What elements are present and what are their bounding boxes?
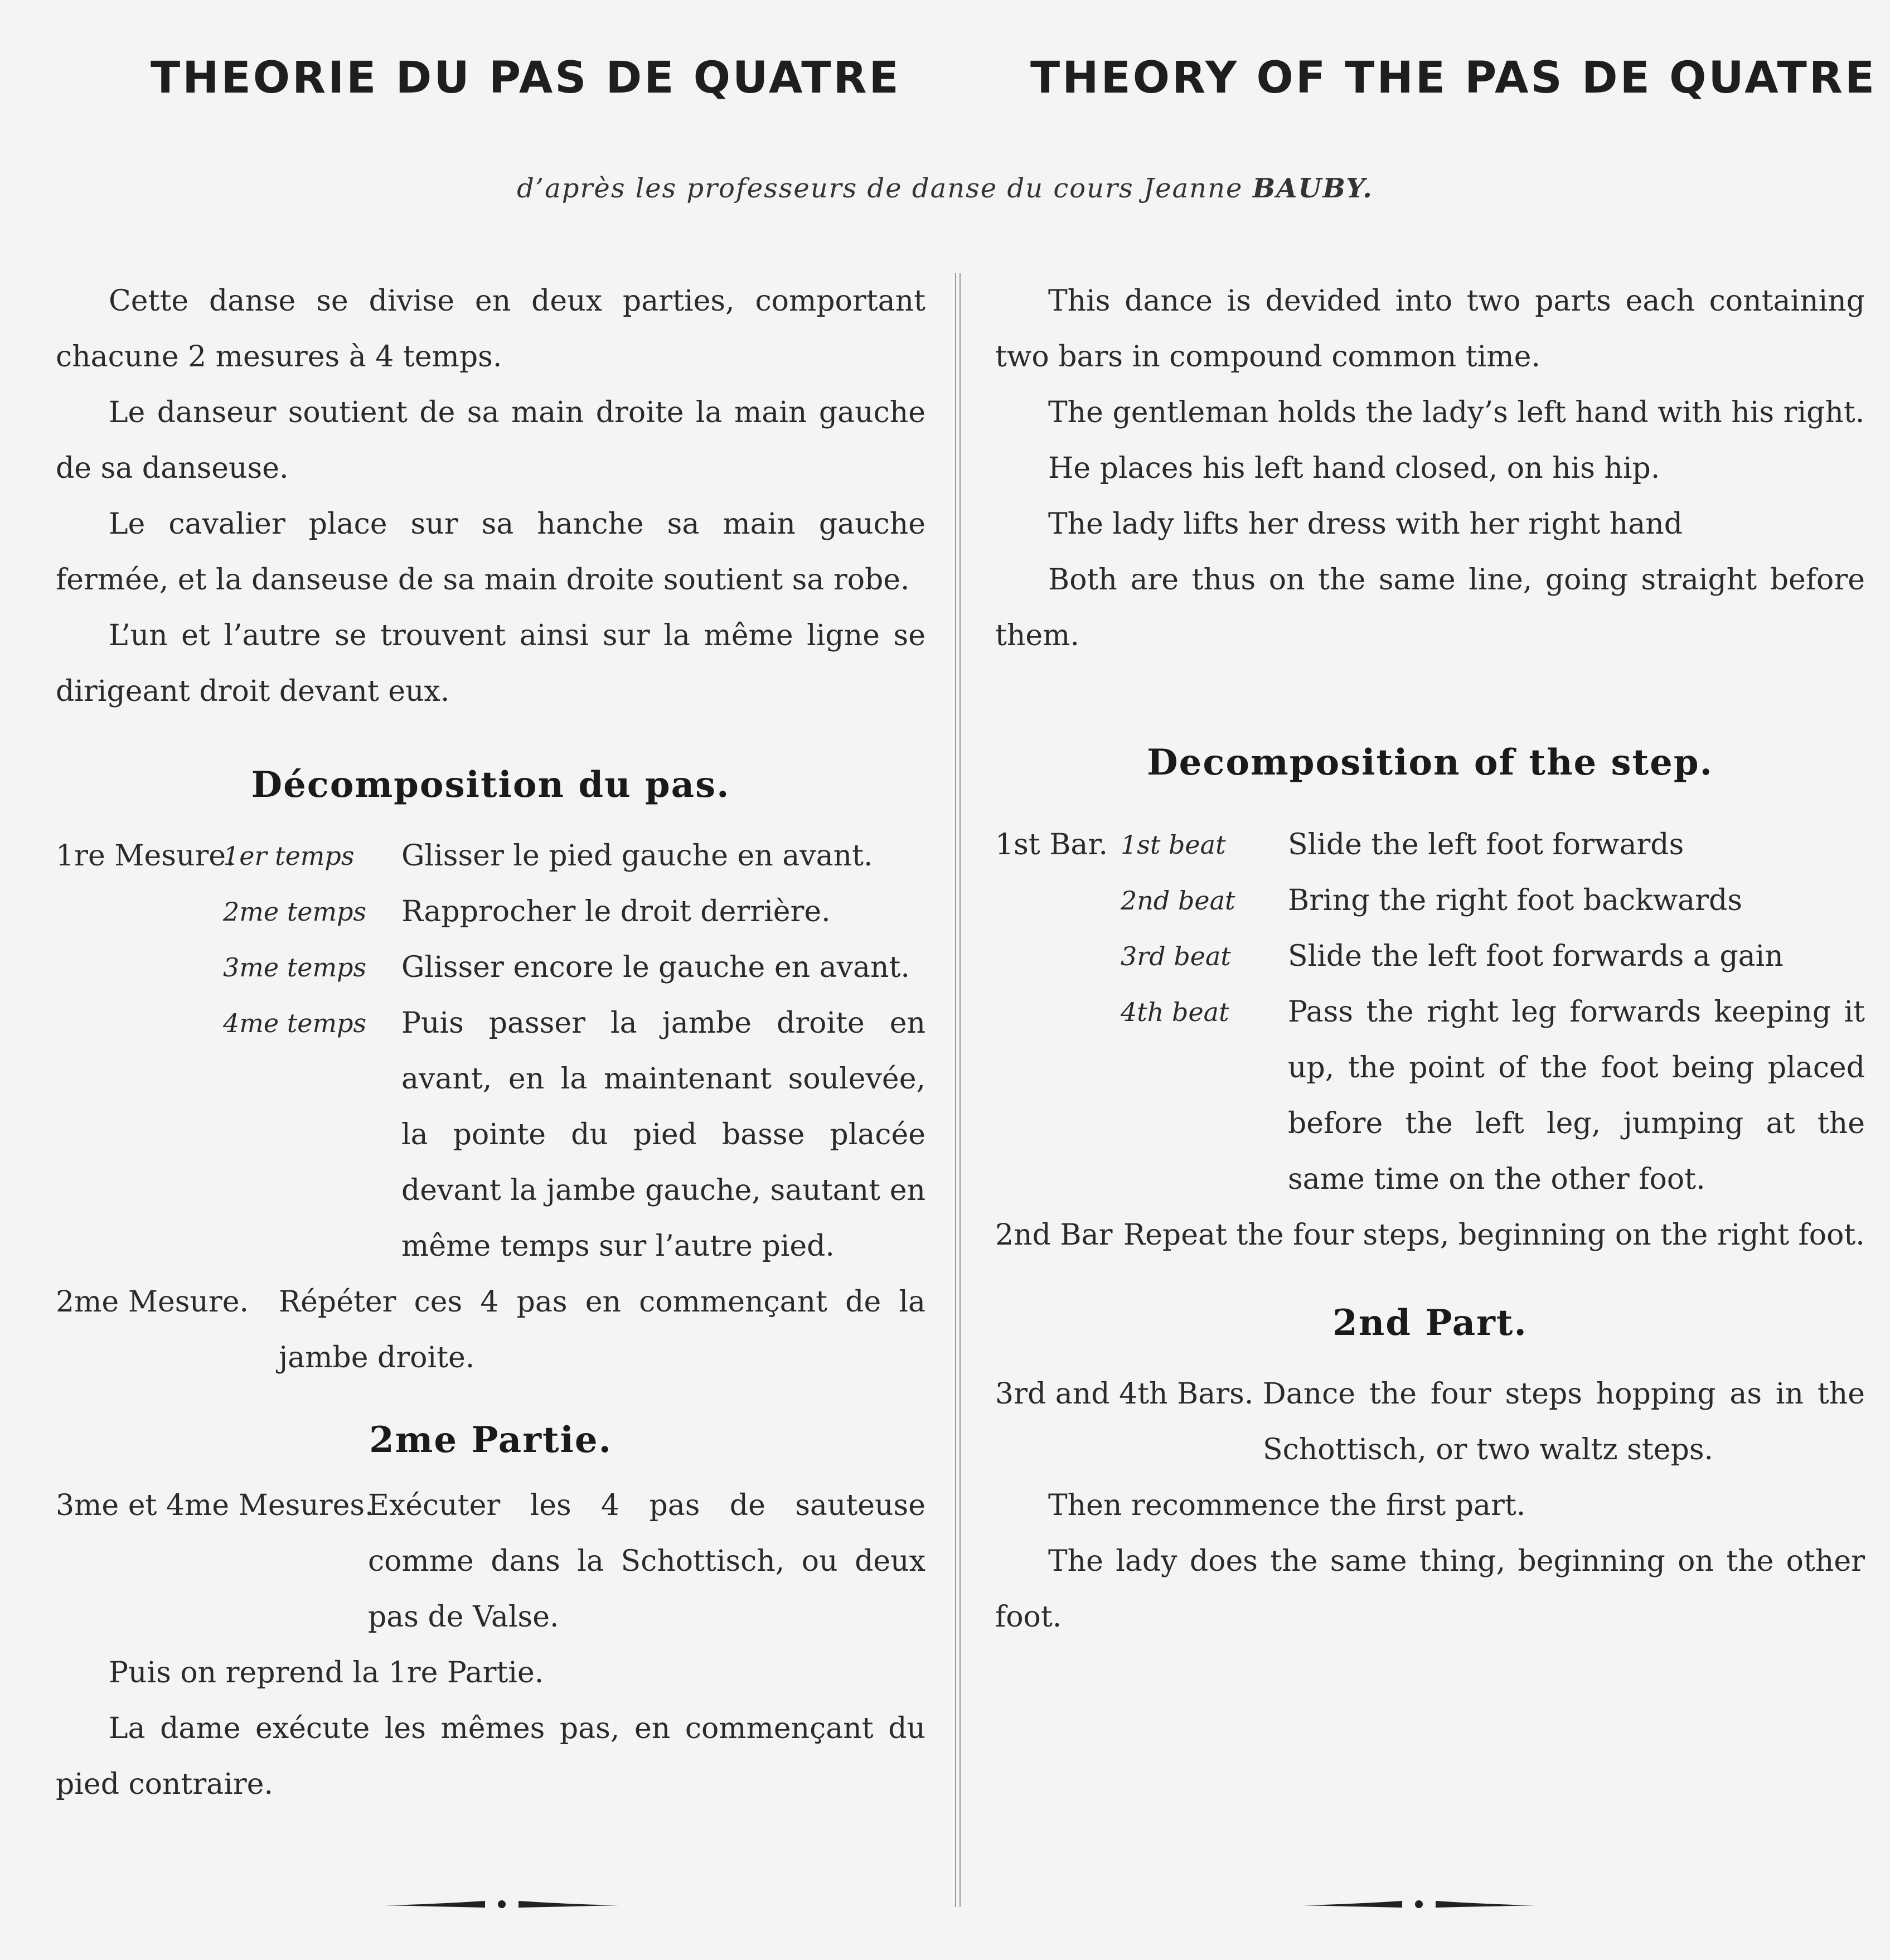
english-beat-2 [995, 873, 1865, 928]
french-beat-1 [56, 828, 925, 884]
french-beat-4 [56, 995, 925, 1274]
beat-text: Bring the right foot backwards [1288, 884, 1742, 917]
mesures-3-4-label: 3me et 4me Mesures. [56, 1489, 374, 1522]
mesure-1-label: 1re Mesure. [56, 839, 235, 873]
english-bar-2 [995, 1207, 1865, 1263]
french-title: THEORIE DU PAS DE QUATRE [151, 53, 901, 103]
english-title: THEORY OF THE PAS DE QUATRE [1030, 53, 1877, 103]
beat-label: 2me temps [223, 897, 367, 927]
beat-text: Rapprocher le droit derrière. [401, 895, 831, 928]
beat-label: 3rd beat [1121, 941, 1231, 971]
beat-label: 2nd beat [1121, 885, 1235, 916]
french-paragraph: L’un et l’autre se trouvent ainsi sur la même ligne se dirigeant droit devant eux. [56, 619, 925, 708]
beat-label: 1st beat [1121, 830, 1226, 860]
english-steps [995, 817, 1865, 1263]
ornament-divider-right [1302, 1893, 1536, 1915]
english-paragraph: The lady lifts her dress with her right hand [1048, 507, 1683, 541]
english-paragraph: The lady does the same thing, beginning on the other foot. [995, 1545, 1865, 1634]
english-paragraph: The gentleman holds the lady’s left hand with his right. [1048, 396, 1865, 429]
french-column [56, 273, 925, 1812]
bar-2-text: Repeat the four steps, beginning on the right foot. [1123, 1218, 1865, 1252]
french-beat-2 [56, 884, 925, 940]
french-paragraph: Le danseur soutient de sa main droite la main gauche de sa danseuse. [56, 396, 925, 485]
beat-text: Glisser encore le gauche en avant. [401, 951, 910, 984]
beat-text: Puis passer la jambe droite en avant, en la maintenant soulevée, la pointe du pied basse placée devant la jambe gauche, sautant en même temps sur l’autre pied. [401, 1006, 925, 1263]
english-beat-3 [995, 928, 1865, 984]
english-paragraph: Then recommence the first part. [1048, 1489, 1526, 1522]
beat-text: Slide the left foot forwards a gain [1288, 940, 1784, 973]
french-paragraph: La dame exécute les mêmes pas, en commençant du pied contraire. [56, 1712, 925, 1801]
english-decomposition-heading: Decomposition of the step. [1147, 742, 1713, 783]
english-bars-3-4 [995, 1366, 1865, 1478]
english-paragraph: Both are thus on the same line, going straight before them. [995, 563, 1865, 652]
mesures-3-4-text: Exécuter les 4 pas de sauteuse comme dans la Schottisch, ou deux pas de Valse. [368, 1489, 925, 1634]
beat-text: Slide the left foot forwards [1288, 828, 1684, 862]
bar-2-label: 2nd Bar [995, 1218, 1113, 1252]
subtitle-name: BAUBY. [1252, 173, 1373, 204]
ornament-divider-left [385, 1893, 619, 1915]
beat-label: 4me temps [223, 1008, 367, 1038]
french-mesure-2 [56, 1274, 925, 1386]
column-divider [955, 273, 961, 1907]
beat-text: Pass the right leg forwards keeping it up, the point of the foot being placed before the left leg, jumping at the same time on the other foot. [1288, 995, 1865, 1196]
mesure-2-label: 2me Mesure. [56, 1285, 249, 1319]
french-mesures-3-4 [56, 1478, 925, 1645]
french-steps [56, 828, 925, 1386]
beat-label: 1er temps [223, 841, 355, 871]
english-beat-4 [995, 984, 1865, 1207]
french-paragraph: Puis on reprend la 1re Partie. [109, 1656, 544, 1690]
french-paragraph: Le cavalier place sur sa hanche sa main gauche fermée, et la danseuse de sa main droite soutient sa robe. [56, 507, 925, 597]
beat-text: Glisser le pied gauche en avant. [401, 839, 873, 873]
french-beat-3 [56, 940, 925, 995]
bar-1-label: 1st Bar. [995, 828, 1108, 862]
french-paragraph: Cette danse se divise en deux parties, comportant chacune 2 mesures à 4 temps. [56, 284, 925, 374]
french-partie-2-heading: 2me Partie. [369, 1419, 612, 1461]
bars-3-4-label: 3rd and 4th Bars. [995, 1377, 1254, 1411]
bars-3-4-text: Dance the four steps hopping as in the Schottisch, or two waltz steps. [1263, 1377, 1865, 1467]
english-beat-1 [995, 817, 1865, 873]
english-paragraph: He places his left hand closed, on his hip. [1048, 452, 1660, 485]
beat-label: 3me temps [223, 952, 367, 983]
beat-label: 4th beat [1121, 997, 1229, 1027]
french-decomposition-heading: Décomposition du pas. [251, 764, 730, 806]
english-part-2-heading: 2nd Part. [1332, 1302, 1528, 1344]
subtitle-text: d’après les professeurs de danse du cours Jeanne [517, 173, 1243, 204]
subtitle [0, 173, 1890, 204]
english-paragraph: This dance is devided into two parts each containing two bars in compound common time. [995, 284, 1865, 374]
mesure-2-text: Répéter ces 4 pas en commençant de la jambe droite. [279, 1285, 925, 1375]
english-column [995, 273, 1865, 1645]
